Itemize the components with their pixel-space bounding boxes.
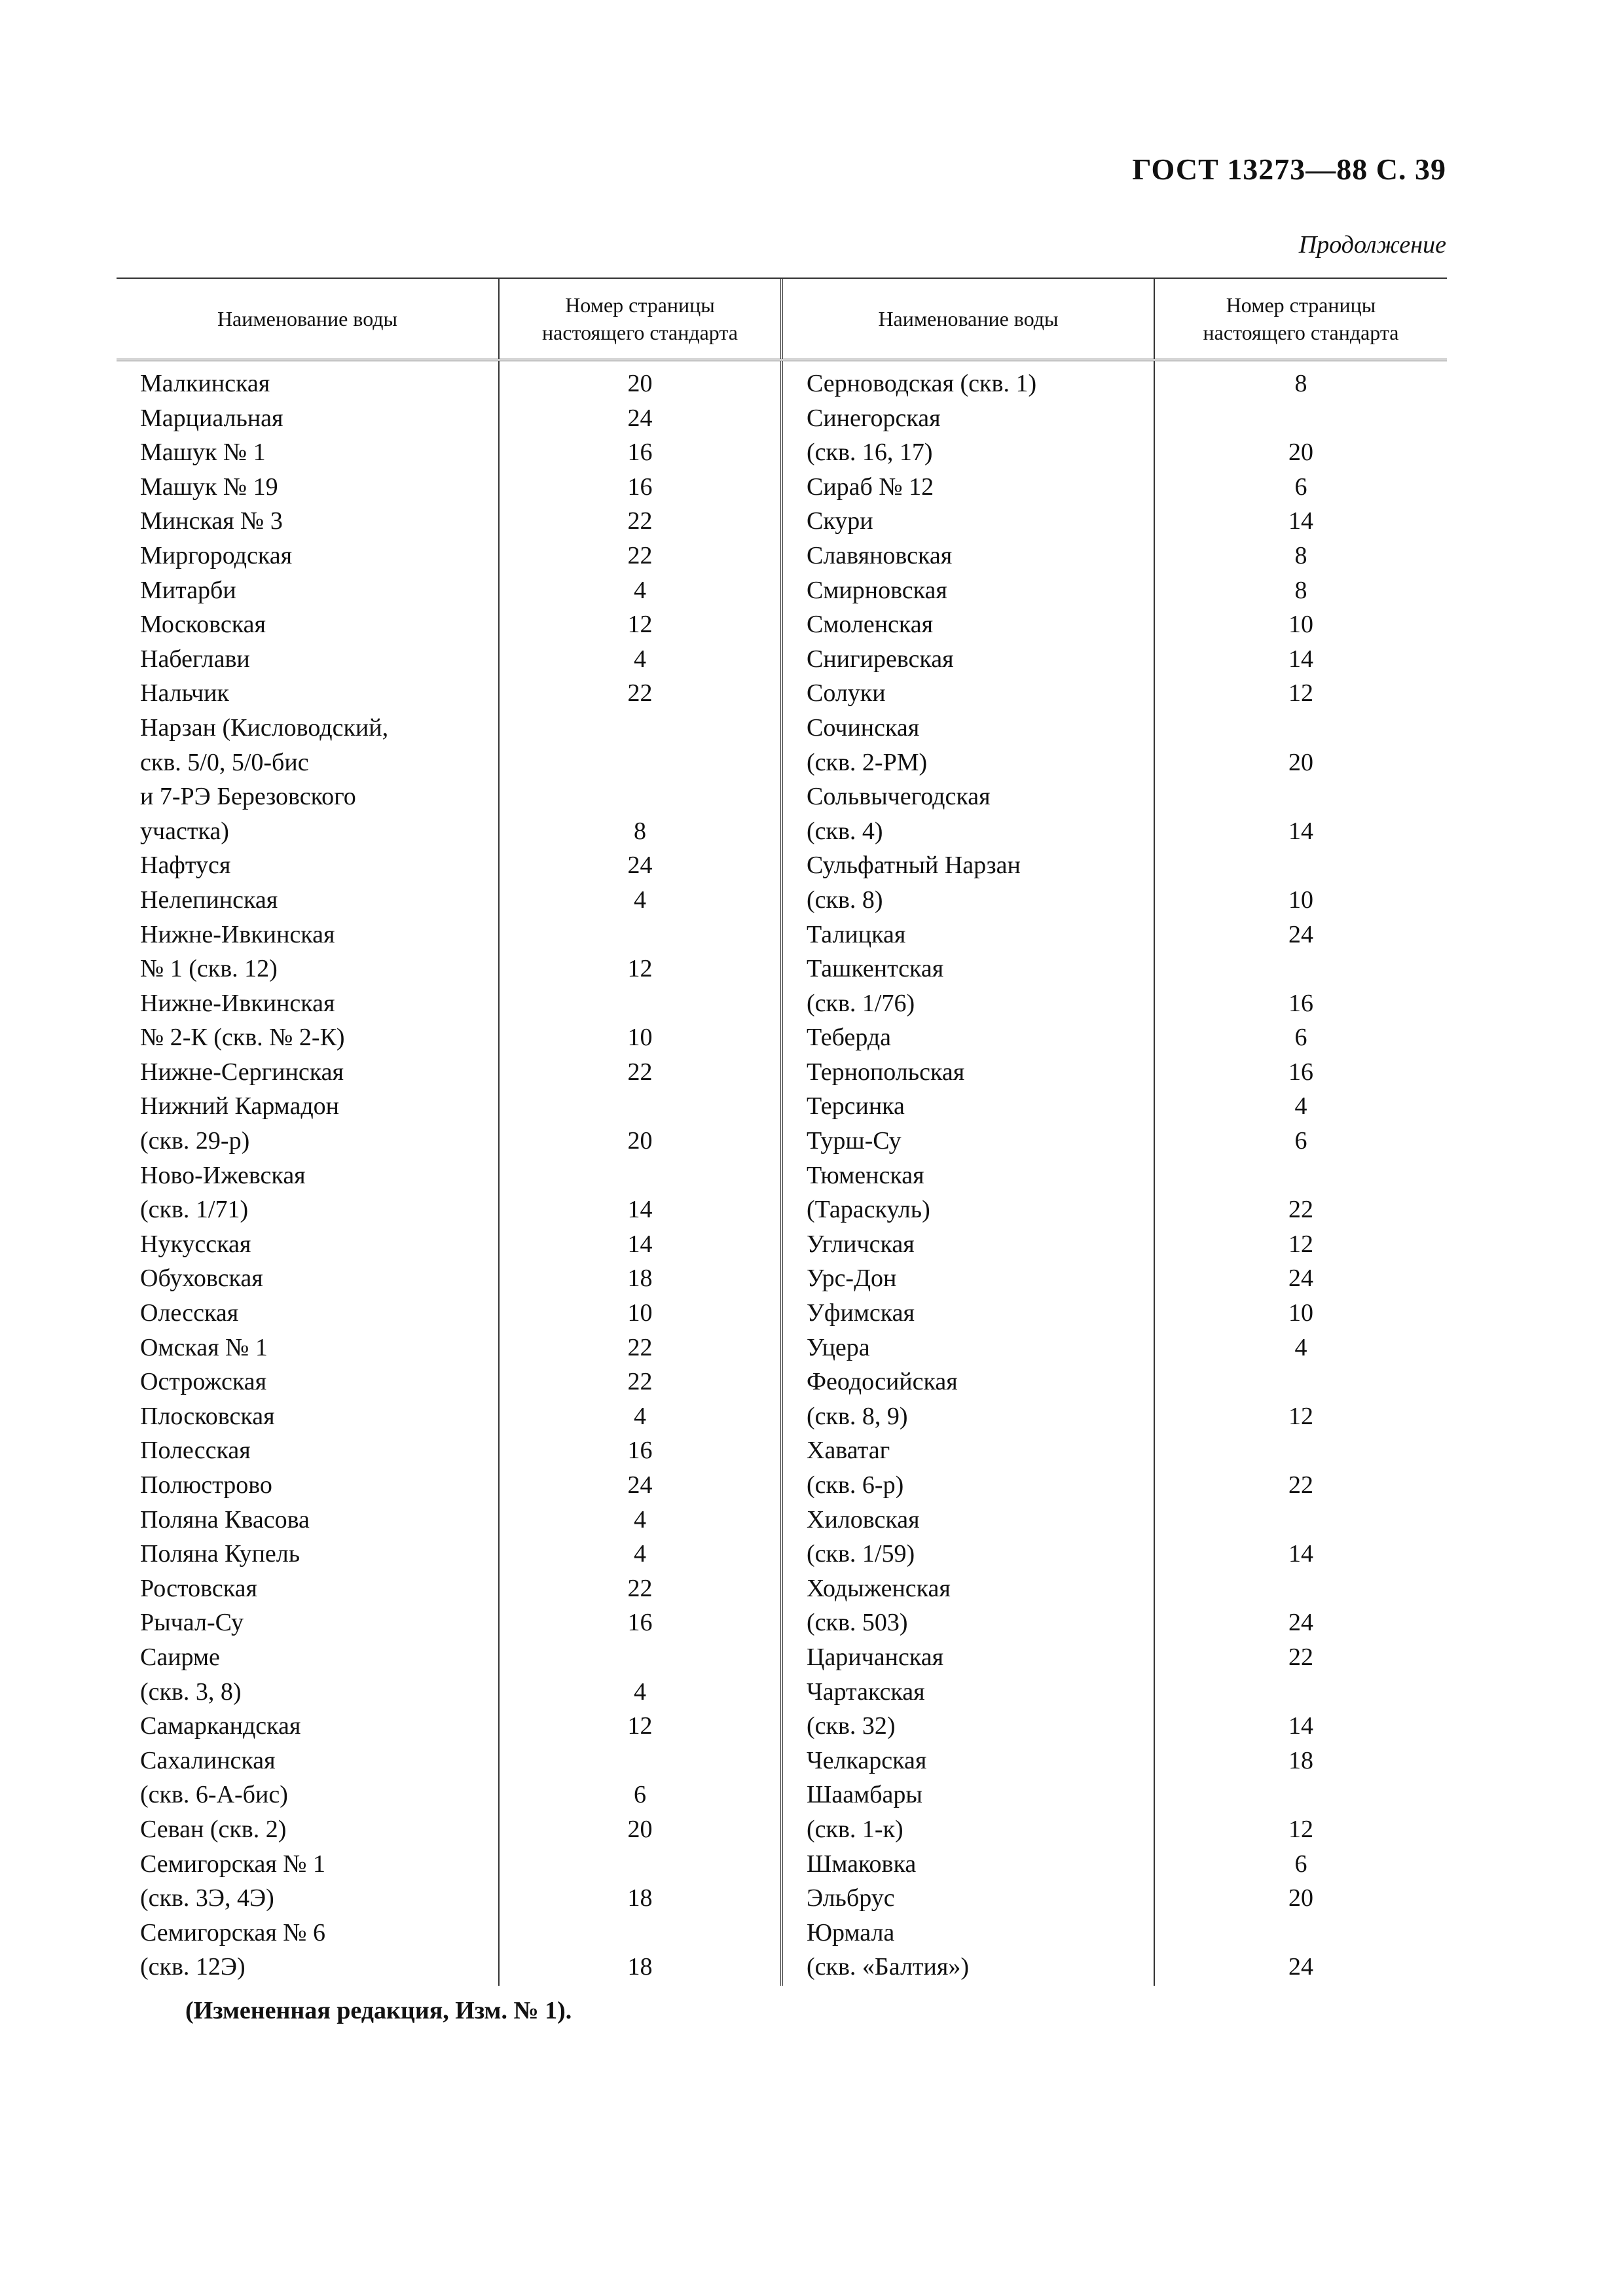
- page-number-cell: 22: [627, 1058, 653, 1086]
- continuation-label: Продолжение: [1298, 231, 1446, 259]
- water-name-cell: Поляна Квасова: [140, 1505, 310, 1534]
- water-name-cell: Уцера: [807, 1333, 870, 1361]
- page-number-cell: 4: [634, 1677, 646, 1706]
- water-name-cell: (скв. 29-р): [140, 1127, 250, 1155]
- page-number-cell: 22: [627, 541, 653, 569]
- page-number-cell: [1155, 401, 1447, 436]
- page-number-cell: 4: [634, 1540, 646, 1568]
- page-number-cell: 12: [627, 955, 653, 983]
- page-number-cell: 4: [1294, 1092, 1307, 1121]
- water-name-cell: (скв. 1/71): [140, 1196, 249, 1224]
- page-number-cell: 24: [1288, 1265, 1313, 1293]
- document-header-title: ГОСТ 13273—88 С. 39: [1132, 152, 1446, 186]
- water-name-cell: (скв. 1-к): [807, 1815, 903, 1843]
- water-name-cell: Плосковская: [140, 1402, 275, 1430]
- water-name-cell: Хиловская: [807, 1505, 920, 1534]
- page-number-cell: 16: [627, 1437, 653, 1465]
- waters-index-table: [117, 278, 1447, 1986]
- left-water-names-column: [117, 361, 500, 1986]
- page-number-cell: 24: [627, 852, 653, 880]
- water-name-cell: Царичанская: [807, 1643, 944, 1671]
- page-number-cell: 4: [634, 886, 646, 914]
- water-name-cell: и 7-РЭ Березовского: [140, 783, 356, 811]
- page-number-cell: [1155, 1503, 1447, 1537]
- water-name-cell: Нижне-Ивкинская: [140, 920, 335, 948]
- water-name-cell: Солуки: [807, 679, 886, 708]
- water-name-cell: (скв. 2-РМ): [807, 748, 928, 776]
- page-number-cell: 24: [1288, 1609, 1313, 1637]
- water-name-cell: Тюменская: [807, 1161, 924, 1189]
- page-number-cell: 16: [1288, 1058, 1313, 1086]
- water-name-cell: Феодосийская: [807, 1368, 958, 1396]
- water-name-cell: Талицкая: [807, 920, 906, 948]
- water-name-cell: Нелепинская: [140, 886, 278, 914]
- page-number-cell: [1155, 1433, 1447, 1468]
- page-number-cell: [1155, 1916, 1447, 1950]
- water-name-cell: (скв. 8, 9): [807, 1402, 908, 1430]
- page-number-cell: 22: [627, 1368, 653, 1396]
- page-number-cell: 20: [1288, 439, 1313, 467]
- water-name-cell: Саирме: [140, 1643, 220, 1671]
- page-number-cell: 24: [627, 404, 653, 432]
- page-number-cell: 10: [627, 1299, 653, 1327]
- water-name-cell: Турш-Су: [807, 1127, 902, 1155]
- page-number-cell: 14: [1288, 817, 1313, 845]
- page-number-cell: 8: [1294, 576, 1307, 604]
- water-name-cell: Набеглави: [140, 645, 250, 673]
- page-number-cell: [1155, 1778, 1447, 1812]
- page-number-cell: 6: [1294, 1127, 1307, 1155]
- page-number-cell: 14: [1288, 507, 1313, 535]
- water-name-cell: (скв. 1/76): [807, 989, 915, 1017]
- water-name-cell: (скв. 1/59): [807, 1540, 915, 1568]
- page-number-cell: 12: [627, 611, 653, 639]
- water-name-cell: № 2-К (скв. № 2-К): [140, 1024, 345, 1052]
- water-name-cell: (скв. 503): [807, 1609, 908, 1637]
- water-name-cell: (скв. 8): [807, 886, 883, 914]
- water-name-cell: Ново-Ижевская: [140, 1161, 306, 1189]
- page-number-cell: 16: [627, 1609, 653, 1637]
- page-number-cell: 18: [627, 1265, 653, 1293]
- page-number-cell: 16: [1288, 989, 1313, 1017]
- water-name-cell: (скв. «Балтия»): [807, 1953, 969, 1981]
- page-number-cell: 24: [1288, 1953, 1313, 1981]
- water-name-cell: Челкарская: [807, 1746, 927, 1774]
- revision-footnote: (Измененная редакция, Изм. № 1).: [185, 1997, 572, 2024]
- page-number-cell: 6: [1294, 1024, 1307, 1052]
- page-number-cell: 24: [627, 1471, 653, 1499]
- water-name-cell: (скв. 6-р): [807, 1471, 904, 1499]
- water-name-cell: Теберда: [807, 1024, 892, 1052]
- page-number-cell: 18: [1288, 1746, 1313, 1774]
- page-number-cell: 24: [1288, 920, 1313, 948]
- page-number-cell: [500, 780, 780, 814]
- water-name-cell: Машук № 19: [140, 473, 278, 501]
- page-number-cell: 20: [627, 370, 653, 397]
- water-name-cell: скв. 5/0, 5/0-бис: [140, 748, 309, 776]
- page-number-cell: [1155, 711, 1447, 745]
- page-number-cell: 16: [627, 473, 653, 501]
- water-name-cell: Юрмала: [807, 1918, 895, 1946]
- page-number-cell: 14: [1288, 1540, 1313, 1568]
- water-name-cell: (скв. 16, 17): [807, 439, 933, 467]
- page-number-cell: 14: [627, 1196, 653, 1224]
- right-page-numbers-column: [1155, 361, 1447, 1986]
- water-name-cell: Острожская: [140, 1368, 267, 1396]
- page-number-cell: 4: [1294, 1333, 1307, 1361]
- water-name-cell: (скв. 3Э, 4Э): [140, 1884, 274, 1912]
- page-number-cell: 20: [627, 1815, 653, 1843]
- page-number-cell: 12: [1288, 1815, 1313, 1843]
- water-name-cell: (скв. 32): [807, 1712, 896, 1740]
- water-name-cell: Малкинская: [140, 370, 270, 397]
- page-number-cell: 12: [1288, 679, 1313, 708]
- page-number-cell: 4: [634, 645, 646, 673]
- page-number-cell: 14: [1288, 645, 1313, 673]
- page-number-cell: 6: [1294, 1850, 1307, 1878]
- water-name-cell: Сираб № 12: [807, 473, 934, 501]
- water-name-cell: Семигорская № 1: [140, 1850, 326, 1878]
- page-number-cell: 20: [1288, 748, 1313, 776]
- page-number-cell: [500, 1089, 780, 1124]
- water-name-cell: Уфимская: [807, 1299, 915, 1327]
- water-name-cell: Чартакская: [807, 1677, 925, 1706]
- column-header-page-number-right: Номер страницы настоящего стандарта: [1203, 293, 1399, 344]
- water-name-cell: Нарзан (Кисловодский,: [140, 713, 389, 742]
- water-name-cell: Синегорская: [807, 404, 941, 432]
- page-number-cell: [500, 711, 780, 745]
- water-name-cell: Севан (скв. 2): [140, 1815, 287, 1843]
- page-number-cell: 4: [634, 1402, 646, 1430]
- water-name-cell: Олесская: [140, 1299, 239, 1327]
- water-name-cell: Хаватаг: [807, 1437, 890, 1465]
- page-number-cell: [500, 1158, 780, 1193]
- water-name-cell: Рычал-Су: [140, 1609, 244, 1637]
- page-number-cell: 8: [1294, 541, 1307, 569]
- water-name-cell: (Тараскуль): [807, 1196, 930, 1224]
- page-number-cell: 4: [634, 576, 646, 604]
- page-number-cell: 10: [1288, 1299, 1313, 1327]
- page-number-cell: 22: [627, 1574, 653, 1602]
- water-name-cell: Нальчик: [140, 679, 229, 708]
- page-number-cell: 22: [1288, 1471, 1313, 1499]
- water-name-cell: Сольвычегодская: [807, 783, 991, 811]
- page-number-cell: [500, 1640, 780, 1675]
- water-name-cell: Нижне-Ивкинская: [140, 989, 335, 1017]
- water-name-cell: № 1 (скв. 12): [140, 955, 278, 983]
- page-number-cell: 10: [1288, 611, 1313, 639]
- page-number-cell: [1155, 1675, 1447, 1710]
- water-name-cell: Сульфатный Нарзан: [807, 852, 1021, 880]
- page-number-cell: 18: [627, 1953, 653, 1981]
- page-number-cell: 10: [627, 1024, 653, 1052]
- water-name-cell: (скв. 12Э): [140, 1953, 246, 1981]
- page-number-cell: 14: [1288, 1712, 1313, 1740]
- page-number-cell: 14: [627, 1230, 653, 1258]
- water-name-cell: Самаркандская: [140, 1712, 301, 1740]
- water-name-cell: Терсинка: [807, 1092, 905, 1121]
- page-number-cell: 22: [627, 679, 653, 708]
- page-number-cell: 10: [1288, 886, 1313, 914]
- page-number-cell: [500, 986, 780, 1021]
- page-number-cell: 18: [627, 1884, 653, 1912]
- page-number-cell: 20: [627, 1127, 653, 1155]
- water-name-cell: Серноводская (скв. 1): [807, 370, 1037, 397]
- water-name-cell: Полесская: [140, 1437, 251, 1465]
- water-name-cell: Урс-Дон: [807, 1265, 897, 1293]
- page-number-cell: [500, 745, 780, 780]
- page-number-cell: 12: [1288, 1402, 1313, 1430]
- water-name-cell: (скв. 3, 8): [140, 1677, 242, 1706]
- water-name-cell: Митарби: [140, 576, 236, 604]
- page-number-cell: [500, 918, 780, 952]
- water-name-cell: Снигиревская: [807, 645, 954, 673]
- page-number-cell: 20: [1288, 1884, 1313, 1912]
- water-name-cell: Тернопольская: [807, 1058, 965, 1086]
- page-number-cell: 22: [1288, 1196, 1313, 1224]
- water-name-cell: Смирновская: [807, 576, 947, 604]
- water-name-cell: участка): [140, 817, 229, 845]
- page-number-cell: 12: [627, 1712, 653, 1740]
- page-number-cell: [1155, 1365, 1447, 1399]
- column-header-water-name-right: Наименование воды: [783, 279, 1155, 359]
- page-number-cell: [500, 1847, 780, 1882]
- water-name-cell: Поляна Купель: [140, 1540, 301, 1568]
- water-name-cell: Нижне-Сергинская: [140, 1058, 344, 1086]
- water-name-cell: Сочинская: [807, 713, 920, 742]
- page-number-cell: 16: [627, 439, 653, 467]
- water-name-cell: Минская № 3: [140, 507, 283, 535]
- water-name-cell: Марциальная: [140, 404, 283, 432]
- page-number-cell: 4: [634, 1505, 646, 1534]
- water-name-cell: Московская: [140, 611, 266, 639]
- water-name-cell: Нукусская: [140, 1230, 251, 1258]
- water-name-cell: Эльбрус: [807, 1884, 895, 1912]
- page-number-cell: 8: [634, 817, 646, 845]
- water-name-cell: Полюстрово: [140, 1471, 272, 1499]
- water-name-cell: Угличская: [807, 1230, 915, 1258]
- page-number-cell: 12: [1288, 1230, 1313, 1258]
- page-number-cell: [1155, 848, 1447, 883]
- page-number-cell: 8: [1294, 370, 1307, 397]
- page-number-cell: [500, 1916, 780, 1950]
- water-name-cell: Ташкентская: [807, 955, 944, 983]
- right-water-names-column: [783, 361, 1155, 1986]
- water-name-cell: Шаамбары: [807, 1781, 922, 1809]
- water-name-cell: Сахалинская: [140, 1746, 276, 1774]
- water-name-cell: Славяновская: [807, 541, 953, 569]
- water-name-cell: Смоленская: [807, 611, 934, 639]
- water-name-cell: Миргородская: [140, 541, 293, 569]
- water-name-cell: Шмаковка: [807, 1850, 917, 1878]
- water-name-cell: Нафтуся: [140, 852, 231, 880]
- table-body: [117, 361, 1447, 1986]
- page-number-cell: [500, 1744, 780, 1778]
- water-name-cell: (скв. 4): [807, 817, 883, 845]
- page-number-cell: 22: [627, 507, 653, 535]
- water-name-cell: Скури: [807, 507, 873, 535]
- water-name-cell: Обуховская: [140, 1265, 263, 1293]
- page-number-cell: 6: [1294, 473, 1307, 501]
- water-name-cell: Семигорская № 6: [140, 1918, 326, 1946]
- water-name-cell: Нижний Кармадон: [140, 1092, 339, 1121]
- column-header-page-number-left: Номер страницы настоящего стандарта: [500, 279, 783, 359]
- page-number-cell: [1155, 1571, 1447, 1606]
- water-name-cell: Ростовская: [140, 1574, 257, 1602]
- page-number-cell: [1155, 952, 1447, 986]
- water-name-cell: Ходыженская: [807, 1574, 951, 1602]
- water-name-cell: Машук № 1: [140, 439, 266, 467]
- page-number-cell: 22: [1288, 1643, 1313, 1671]
- page-number-cell: [1155, 1158, 1447, 1193]
- table-header-row: [117, 278, 1447, 361]
- page-number-cell: 22: [627, 1333, 653, 1361]
- column-header-water-name-left: Наименование воды: [117, 279, 500, 359]
- water-name-cell: Омская № 1: [140, 1333, 268, 1361]
- page-number-cell: 6: [634, 1781, 646, 1809]
- left-page-numbers-column: [500, 361, 783, 1986]
- water-name-cell: (скв. 6-А-бис): [140, 1781, 288, 1809]
- page-number-cell: [1155, 780, 1447, 814]
